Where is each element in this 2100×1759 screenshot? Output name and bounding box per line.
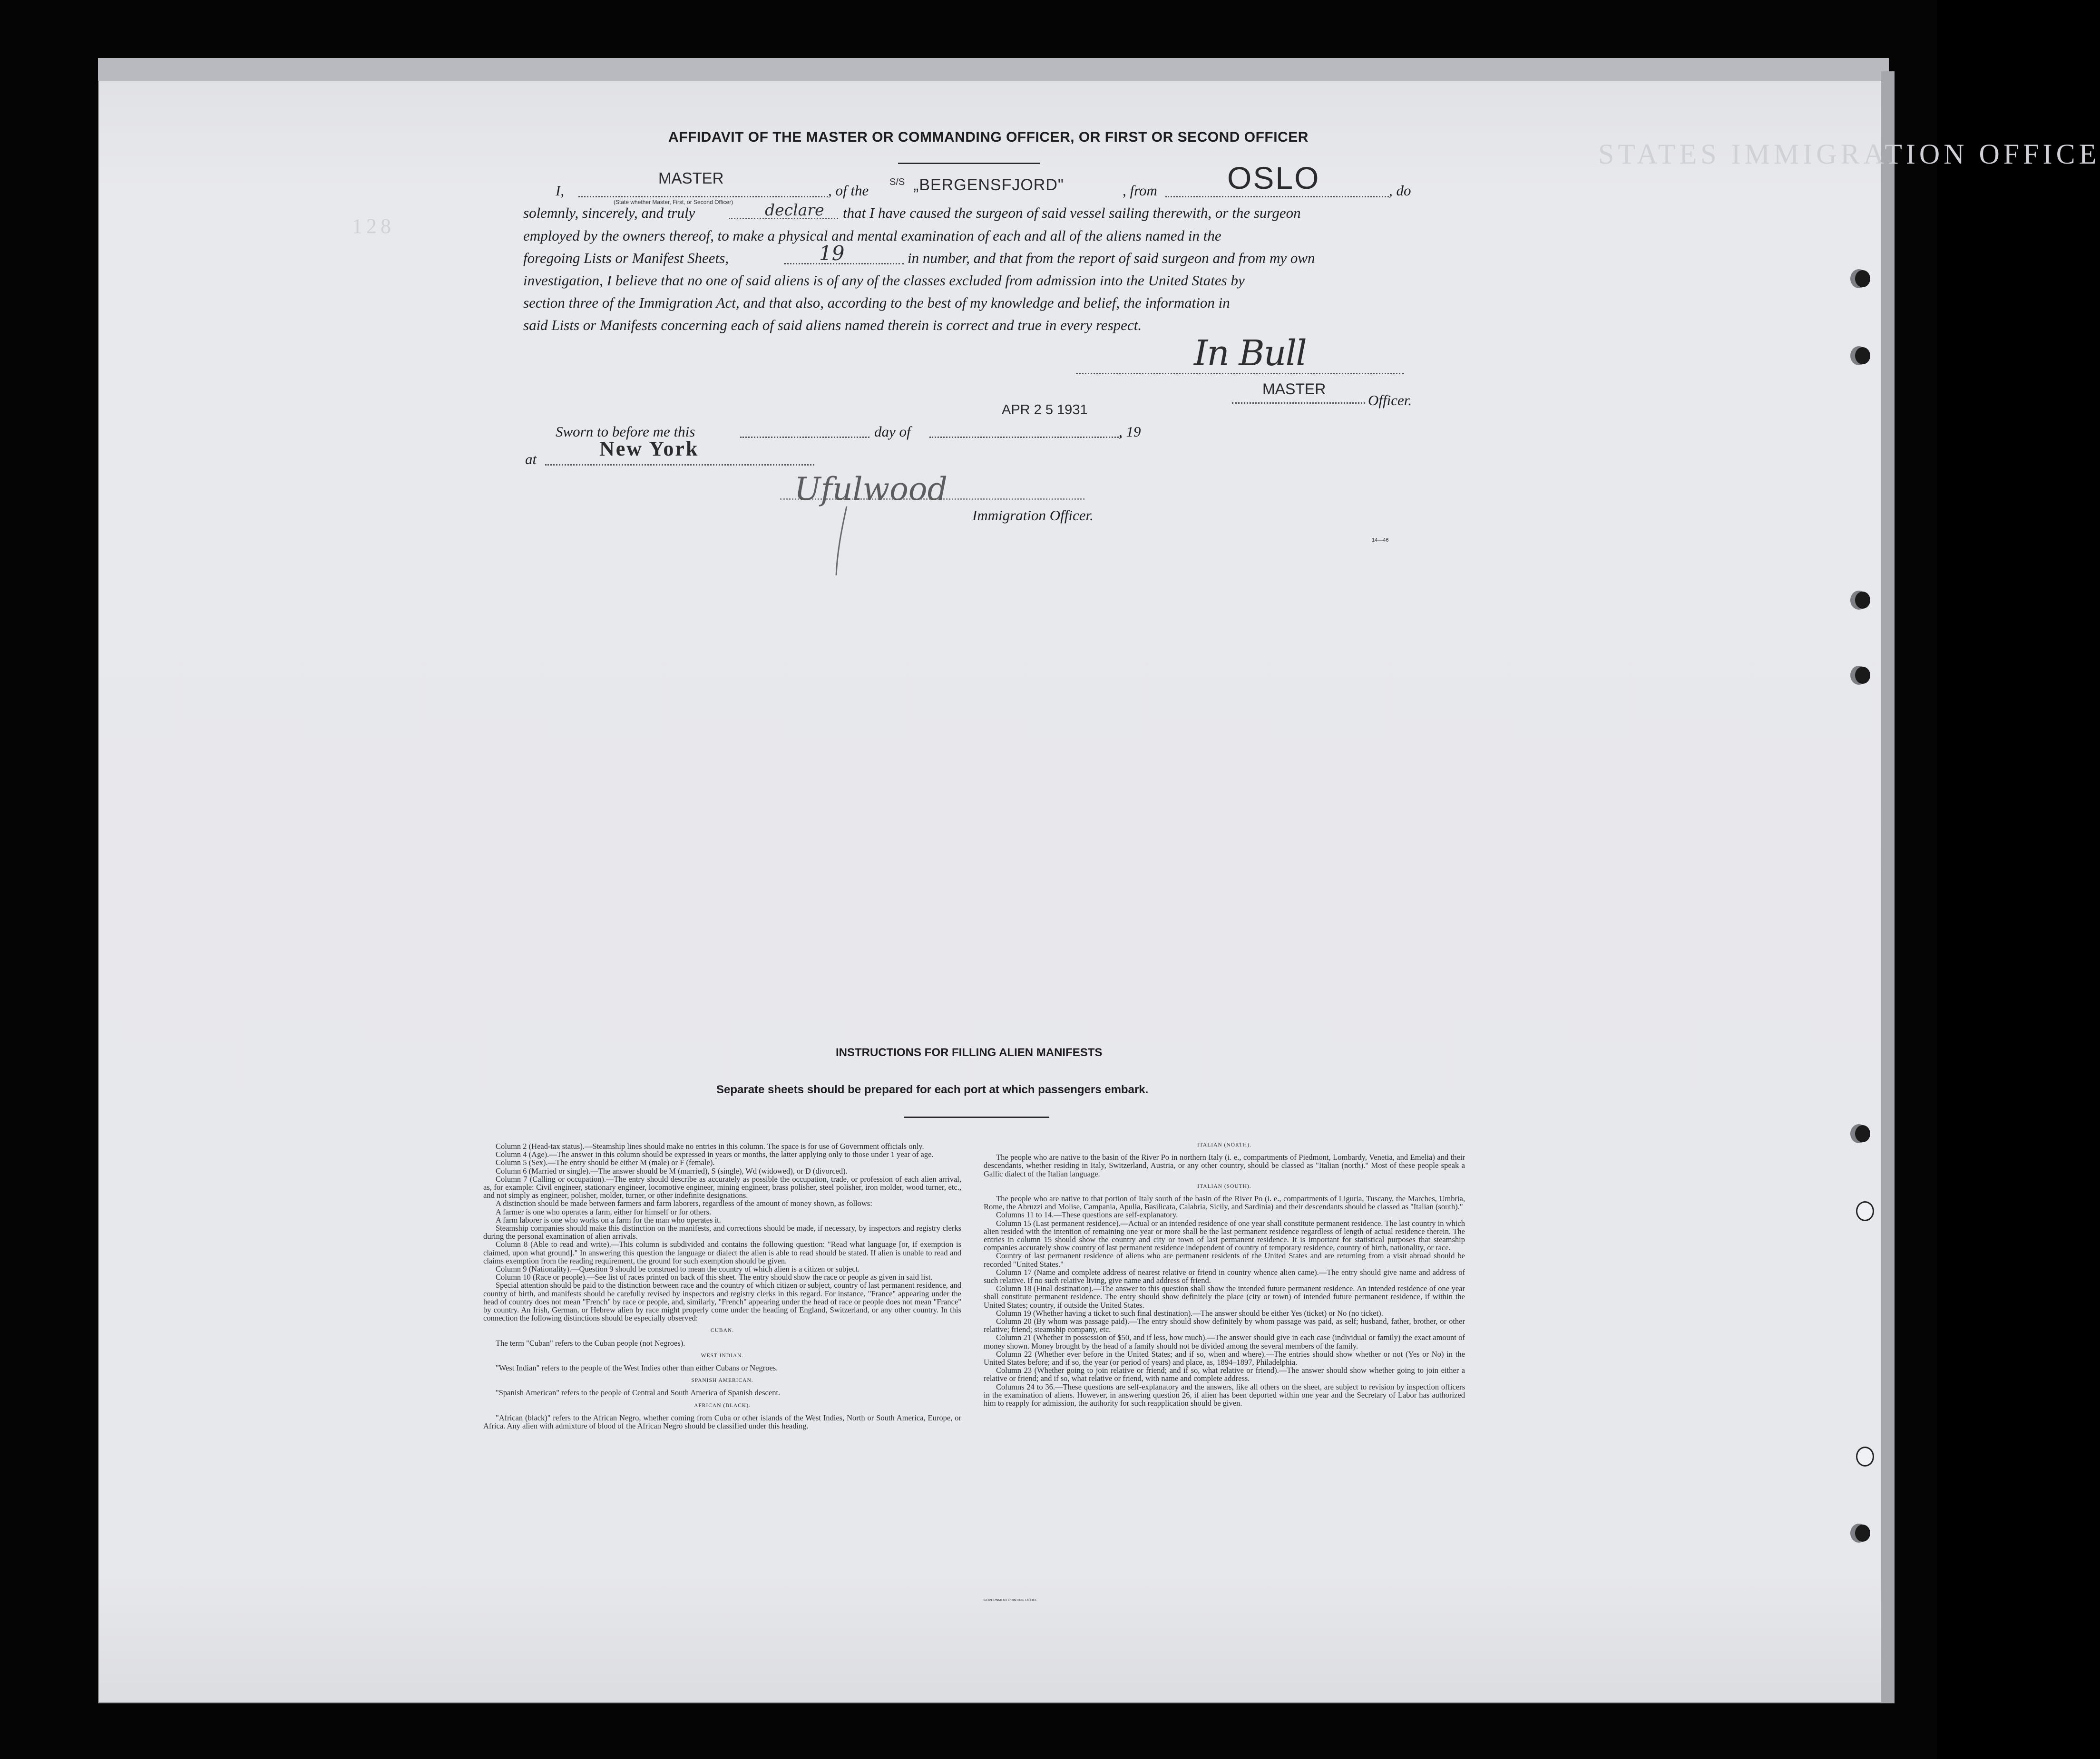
punch-hole <box>1855 347 1870 364</box>
italian-north-heading: ITALIAN (NORTH). <box>1197 1142 1252 1148</box>
place-filled: New York <box>599 437 699 460</box>
affidavit-title: AFFIDAVIT OF THE MASTER OR COMMANDING OFFICER, OR FIRST OR SECOND OFFICER <box>668 129 1309 145</box>
instruction-paragraph: Steamship companies should make this distinction on the manifests, and corrections should be made, if necessary, by inspectors and registry clerks during the personal examination of alien arrivals. <box>483 1224 961 1241</box>
sworn-day-blank <box>740 437 869 438</box>
affidavit-line-7: said Lists or Manifests concerning each of said aliens named therein is correct and true in every respect. <box>523 317 1142 333</box>
printer-mark: GOVERNMENT PRINTING OFFICE <box>984 1599 1038 1602</box>
punch-hole <box>1856 1201 1874 1221</box>
affidavit-i: I, <box>556 182 565 199</box>
affidavit-line-6: section three of the Immigration Act, and that also, according to the best of my knowledge and belief, the information in <box>523 294 1230 311</box>
signature-tail-stroke <box>828 504 856 580</box>
bleed-through-heading: STATES IMMIGRATION OFFICE <box>1598 138 2100 170</box>
sheet-top-edge <box>98 58 1889 81</box>
instruction-paragraph: A distinction should be made between farmers and farm laborers, regardless of the amount of money shown, as follows: <box>496 1199 872 1208</box>
west-indian-text: "West Indian" refers to the people of the West Indies other than either Cubans or Negroes. <box>496 1363 778 1373</box>
instruction-paragraph: Special attention should be paid to the distinction between race and the country of which citizen or subject, country of last permanent residence, and country of birth, and manifests should be carefully revised by inspectors and registry clerks in this regard. For instance, "France" appearing under the head of country does not mean "French" by race or people, and, similarly, "French" appearing under the head of race or people does not mean "France" by country. An Irish, German, or Hebrew alien by race might properly come under the heading of England, Switzerland, or any other country. In this connection the following distinctions should be especially observed: <box>483 1281 961 1323</box>
bleed-through-number: 128 <box>352 214 395 238</box>
affidavit-line-2a: solemnly, sincerely, and truly <box>523 204 695 221</box>
affidavit-line-5: investigation, I believe that no one of said aliens is of any of the classes excluded from admission into the United States by <box>523 272 1245 289</box>
instruction-paragraph: Column 22 (Whether ever before in the United States; and if so, when and where).—The entries should show whether or not (Yes or No) in the United States before; and if so, the year (or period of years) and place, as, 1894–1897, Philadelphia. <box>984 1349 1465 1367</box>
declare-filled: declare <box>765 201 824 219</box>
date-stamp: APR 2 5 1931 <box>1002 402 1088 418</box>
punch-hole <box>1855 592 1870 609</box>
title-rule <box>898 163 1040 164</box>
instruction-paragraph: Column 17 (Name and complete address of nearest relative or friend in country whence alien came).—The entry should give name and address of such relative. If no such relative living, give name and address of friend. <box>984 1267 1465 1285</box>
instruction-paragraph: Column 15 (Last permanent residence).—Actual or an intended residence of one year shall constitute permanent residence. The last country in which alien resided with the intention of remaining one year or more shall be the last permanent residence regardless of length of actual residence therein. The entries in column 15 should show the country and city or town of last permanent residence. It is important for statistical purposes that steamship companies accurately show country of last permanent residence independent of country of temporary residence, country of birth, nationality, or race. <box>984 1218 1465 1253</box>
day-of-label: day of <box>874 423 911 440</box>
instruction-paragraph: A farmer is one who operates a farm, either for himself or for others. <box>496 1207 712 1216</box>
instruction-paragraph: Column 4 (Age).—The answer in this column should be expressed in years or months, the latter applying only to those under 1 year of age. <box>496 1150 934 1159</box>
instruction-paragraph: Column 8 (Able to read and write).—This column is subdivided and contains the following question: "Read what language [or, if exemption is claimed, upon what ground]." In answering this question the language or dialect the alien is able to read should be stated. If alien is unable to read and claims exemption from the reading requirement, the ground for such exemption should be given. <box>483 1240 961 1265</box>
port-filled: OSLO <box>1227 160 1320 195</box>
punch-hole <box>1856 1447 1874 1467</box>
officer-label: Officer. <box>1368 392 1412 408</box>
at-label: at <box>525 451 537 467</box>
immigration-label: Immigration Officer. <box>972 507 1094 524</box>
ship-prefix: S/S <box>889 177 905 187</box>
instruction-paragraph: Column 19 (Whether having a ticket to such final destination).—The answer should be either Yes (ticket) or No (no ticket). <box>996 1308 1383 1318</box>
punch-hole <box>1855 667 1870 684</box>
instruction-paragraph: Column 5 (Sex).—The entry should be either M (male) or F (female). <box>496 1158 715 1167</box>
instructions-right-column <box>984 1141 1465 1407</box>
instructions-title: INSTRUCTIONS FOR FILLING ALIEN MANIFESTS <box>836 1046 1103 1059</box>
master-signature: In Bull <box>1194 333 1306 374</box>
sheet-right-edge <box>1881 71 1895 1703</box>
affidavit-line-3: employed by the owners thereof, to make a physical and mental examination of each and all of the aliens named in the <box>523 227 1221 244</box>
instruction-paragraph: Columns 24 to 36.—These questions are self-explanatory and the answers, like all others on the sheet, are subject to revision by inspection officers in the examination of aliens. However, in answering question 26, if alien has been deported within one year and the Secretary of Labor has authorized him to reapply for admission, the authority for such reapplication should be given. <box>984 1382 1465 1408</box>
cuban-text: The term "Cuban" refers to the Cuban people (not Negroes). <box>496 1338 685 1348</box>
instruction-paragraph: Column 9 (Nationality).—Question 9 should be construed to mean the country of which alien is a citizen or subject. <box>496 1264 860 1274</box>
african-text: "African (black)" refers to the African Negro, whether coming from Cuba or other islands of the West Indies, North or South America, Europe, or Africa. Any alien with admixture of blood of the African Negro should be classified under this heading. <box>483 1413 961 1431</box>
instruction-paragraph: Column 6 (Married or single).—The answer should be M (married), S (single), Wd (widowed), or D (divorced). <box>496 1166 848 1176</box>
of-the-label: , of the <box>828 182 869 199</box>
instruction-paragraph: Column 23 (Whether going to join relative or friend; and if so, what relative or friend).—The answer should show whether going to join either a relative or friend; and if so, what relative or friend, with name and complete address. <box>984 1366 1465 1383</box>
instruction-paragraph: Column 10 (Race or people).—See list of races printed on back of this sheet. The entry should show the race or people as given in said list. <box>496 1273 933 1282</box>
sheets-filled: 19 <box>819 242 845 265</box>
ship-name: „BERGENSFJORD" <box>913 176 1064 194</box>
instructions-subtitle: Separate sheets should be prepared for each port at which passengers embark. <box>716 1083 1149 1096</box>
from-label: , from <box>1123 182 1157 199</box>
affidavit-line-4b: in number, and that from the report of said surgeon and from my own <box>908 250 1315 266</box>
immigration-signature: Ufulwood <box>794 471 947 507</box>
punch-hole <box>1855 270 1870 287</box>
cuban-heading: CUBAN. <box>710 1328 734 1334</box>
officer-blank <box>1232 402 1365 404</box>
italian-north-text: The people who are native to the basin of the River Po in northern Italy (i. e., compartments of Piedmont, Lombardy, Venetia, and Emelia) and their descendants, whether residing in Italy, Switzerland, Austria, or any other country, should be classed as "Italian (north)." Most of these people speak a Gallic dialect of the Italian language. <box>984 1153 1465 1178</box>
instruction-paragraph: Country of last permanent residence of aliens who are permanent residents of the United States and are returning from a visit abroad should be recorded "United States." <box>984 1251 1465 1269</box>
officer-filled: MASTER <box>1262 380 1326 398</box>
instruction-paragraph: Column 2 (Head-tax status).—Steamship lines should make no entries in this column. The space is for use of Government officials only. <box>496 1142 924 1151</box>
west-indian-heading: WEST INDIAN. <box>701 1352 744 1359</box>
punch-hole <box>1855 1125 1870 1142</box>
instruction-paragraph: Column 7 (Calling or occupation).—The entry should describe as accurately as possible the occupation, trade, or profession of each alien arrival, as, for example: Civil engineer, stationary engineer, locomotive engineer, mining engineer, brass polisher, steel polisher, iron molder, wood turner, etc., and not simply as engineer, polisher, molder, turner, or other indefinite designations. <box>483 1174 961 1200</box>
affidavit-line-2b: that I have caused the surgeon of said vessel sailing therewith, or the surgeon <box>843 204 1301 221</box>
italian-south-heading: ITALIAN (SOUTH). <box>1197 1183 1251 1189</box>
spanish-american-text: "Spanish American" refers to the people of Central and South America of Spanish descent. <box>496 1388 781 1398</box>
do-label: , do <box>1389 182 1411 199</box>
rank-blank <box>578 196 828 197</box>
instructions-rule <box>904 1117 1049 1118</box>
year-label: , 19 <box>1119 423 1141 440</box>
spanish-american-heading: SPANISH AMERICAN. <box>691 1378 753 1384</box>
instruction-paragraph: Columns 11 to 14.—These questions are self-explanatory. <box>996 1210 1178 1220</box>
punch-hole <box>1855 1525 1870 1542</box>
code-mark: 14—46 <box>1372 537 1389 543</box>
place-blank <box>545 464 814 466</box>
affidavit-line-4a: foregoing Lists or Manifest Sheets, <box>523 250 729 266</box>
immigration-blank <box>780 498 1084 500</box>
sworn-label: Sworn to before me this <box>556 423 695 440</box>
instruction-paragraph: Column 20 (By whom was passage paid).—The entry should show definitely by whom passage was paid, as self; husband, father, brother, or other relative; friend; steamship company, etc. <box>984 1317 1465 1334</box>
instructions-left-column <box>483 1142 961 1430</box>
port-blank <box>1165 196 1389 197</box>
instruction-paragraph: Column 18 (Final destination).—The answer to this question shall show the intended future permanent residence. An intended residence of one year shall constitute permanent residence. The entry should show definitely the place (city or town) of intended future permanent residence, if within the United States; country, if outside the United States. <box>984 1284 1465 1310</box>
instruction-paragraph: The people who are native to that portion of Italy south of the basin of the River Po (i. e., compartments of Liguria, Tuscany, the Marches, Umbria, Rome, the Abruzzi and Molise, Campania, Apulia, Basilicata, Calabria, Sicily, and Sardinia) and their descendants should be classed as "Italian (south)." <box>984 1194 1465 1212</box>
sworn-month-blank <box>929 437 1122 438</box>
instruction-paragraph: A farm laborer is one who works on a farm for the man who operates it. <box>496 1215 721 1224</box>
instruction-paragraph: Column 21 (Whether in possession of $50, and if less, how much).—The answer should give in each case (individual or family) the exact amount of money shown. Money brought by the head of a family should not be divided among the several members of the family. <box>984 1333 1465 1351</box>
african-heading: AFRICAN (BLACK). <box>694 1402 751 1409</box>
rank-hint: (State whether Master, First, or Second Officer) <box>614 199 733 205</box>
rank-filled: MASTER <box>658 169 724 187</box>
